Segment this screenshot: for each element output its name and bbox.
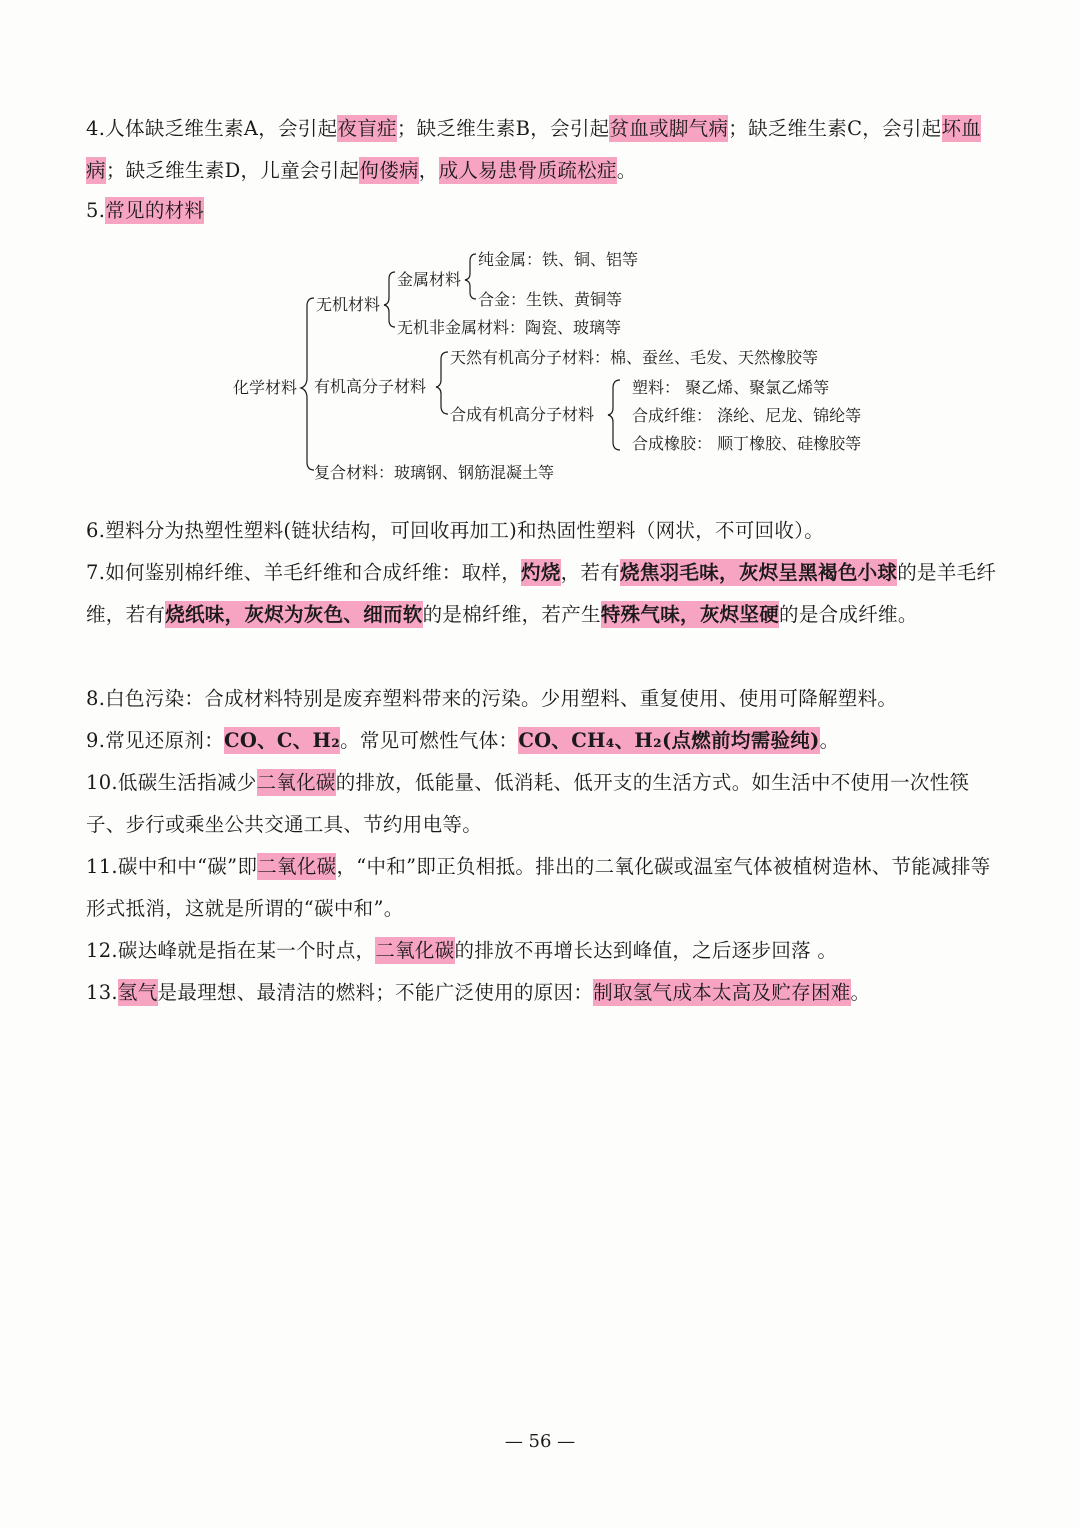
text: ，“中和”即正负相抵。排出的二氧化碳或温室气体被植树造林、节能减排等形式抵消，这就是所谓的“碳中和”。 xyxy=(86,855,991,920)
text: ， xyxy=(418,159,439,182)
tree-node-chemical-materials: 化学材料 xyxy=(233,378,298,397)
highlight-synthetic-result: 特殊气味，灰烬坚硬 xyxy=(600,603,780,626)
page-number: — 56 — xyxy=(504,1431,576,1452)
text: 。 xyxy=(819,729,840,752)
item-11 xyxy=(86,846,1006,930)
tree-brackets xyxy=(0,0,1080,520)
text: ；缺乏维生素B，会引起 xyxy=(396,117,610,140)
bracket-inorganic xyxy=(384,272,395,327)
item-8: 8.白色污染：合成材料特别是废弃塑料带来的污染。少用塑料、重复使用、使用可降解塑料。 xyxy=(86,687,898,710)
text: ；缺乏维生素C，会引起 xyxy=(728,117,942,140)
highlight-reducing-agents: CO、C、H₂ xyxy=(224,729,341,752)
highlight-scurvy: 坏血病 xyxy=(86,117,982,182)
text: 的排放不再增长达到峰值，之后逐步回落 。 xyxy=(454,939,838,962)
text: 7.如何鉴别棉纤维、羊毛纤维和合成纤维：取样， xyxy=(86,561,522,584)
bracket-organic xyxy=(436,352,448,414)
item-number: 4. xyxy=(86,117,106,140)
tree-node-plastic: 塑料： 聚乙烯、聚氯乙烯等 xyxy=(632,378,830,397)
text: 的是羊毛纤维，若有 xyxy=(86,561,997,626)
text: 。 xyxy=(850,981,871,1004)
item-4 xyxy=(86,108,1006,192)
tree-node-composite: 复合材料：玻璃钢、钢筋混凝土等 xyxy=(314,463,555,482)
section-heading-materials: 常见的材料 xyxy=(105,199,205,222)
tree-node-inorganic-nonmetal: 无机非金属材料：陶瓷、玻璃等 xyxy=(397,318,622,337)
item-6: 6.塑料分为热塑性塑料(链状结构，可回收再加工)和热固性塑料（网状，不可回收）。 xyxy=(86,519,825,542)
text: ；缺乏维生素D，儿童会引起 xyxy=(105,159,360,182)
highlight-burn: 灼烧 xyxy=(521,561,561,584)
tree-node-synthetic-polymer: 合成有机高分子材料 xyxy=(450,405,595,424)
tree-node-organic-polymer: 有机高分子材料 xyxy=(314,377,427,396)
item-12 xyxy=(86,930,1006,972)
highlight-carbon-dioxide: 二氧化碳 xyxy=(256,771,336,794)
text: 。常见可燃性气体： xyxy=(340,729,519,752)
item-10 xyxy=(86,762,1006,846)
tree-node-synthetic-rubber: 合成橡胶： 顺丁橡胶、硅橡胶等 xyxy=(632,434,862,453)
text: 。 xyxy=(616,159,637,182)
tree-node-pure-metal: 纯金属：铁、铜、铝等 xyxy=(478,250,639,269)
text: 11.碳中和中“碳”即 xyxy=(86,855,258,878)
text: 的排放，低能量、低消耗、低开支的生活方式。如生活中不使用一次性筷子、步行或乘坐公共交通工具、节约用电等。 xyxy=(86,771,970,836)
text: 人体缺乏维生素A，会引起 xyxy=(105,117,338,140)
highlight-rickets: 佝偻病 xyxy=(359,159,419,182)
bracket-synthetic xyxy=(608,380,620,450)
text: 的是棉纤维，若产生 xyxy=(422,603,601,626)
tree-node-metal: 金属材料 xyxy=(397,270,462,289)
tree-node-alloy: 合金：生铁、黄铜等 xyxy=(478,290,623,309)
highlight-hydrogen: 氢气 xyxy=(117,981,158,1004)
item-13 xyxy=(86,972,1006,1014)
highlight-anemia-beriberi: 贫血或脚气病 xyxy=(609,117,729,140)
highlight-osteoporosis: 成人易患骨质疏松症 xyxy=(438,159,617,182)
bracket-root xyxy=(301,298,314,470)
item-9 xyxy=(86,720,1006,762)
text: 的是合成纤维。 xyxy=(779,603,918,626)
item-5 xyxy=(86,190,1006,232)
highlight-hydrogen-reason: 制取氢气成本太高及贮存困难 xyxy=(593,981,851,1004)
text: 10.低碳生活指减少 xyxy=(86,771,257,794)
bracket-metal xyxy=(465,254,476,299)
materials-classification-tree xyxy=(0,0,1080,520)
tree-node-inorganic: 无机材料 xyxy=(316,295,381,314)
tree-node-synthetic-fiber: 合成纤维： 涤纶、尼龙、锦纶等 xyxy=(632,406,862,425)
text: 9.常见还原剂： xyxy=(86,729,225,752)
item-number: 5. xyxy=(86,199,106,222)
highlight-carbon-dioxide: 二氧化碳 xyxy=(257,855,337,878)
text: ，若有 xyxy=(560,561,621,584)
item-7 xyxy=(86,552,1006,636)
highlight-night-blindness: 夜盲症 xyxy=(337,117,397,140)
highlight-carbon-dioxide: 二氧化碳 xyxy=(375,939,455,962)
text: 12.碳达峰就是指在某一个时点， xyxy=(86,939,376,962)
highlight-cotton-result: 烧纸味，灰烬为灰色、细而软 xyxy=(165,603,423,626)
text: 13. xyxy=(86,981,118,1004)
tree-node-natural-polymer: 天然有机高分子材料：棉、蚕丝、毛发、天然橡胶等 xyxy=(450,348,819,367)
highlight-flammable-gases: CO、CH₄、H₂(点燃前均需验纯) xyxy=(518,729,820,752)
highlight-wool-result: 烧焦羽毛味，灰烬呈黑褐色小球 xyxy=(620,561,898,584)
text: 是最理想、最清洁的燃料；不能广泛使用的原因： xyxy=(157,981,594,1004)
